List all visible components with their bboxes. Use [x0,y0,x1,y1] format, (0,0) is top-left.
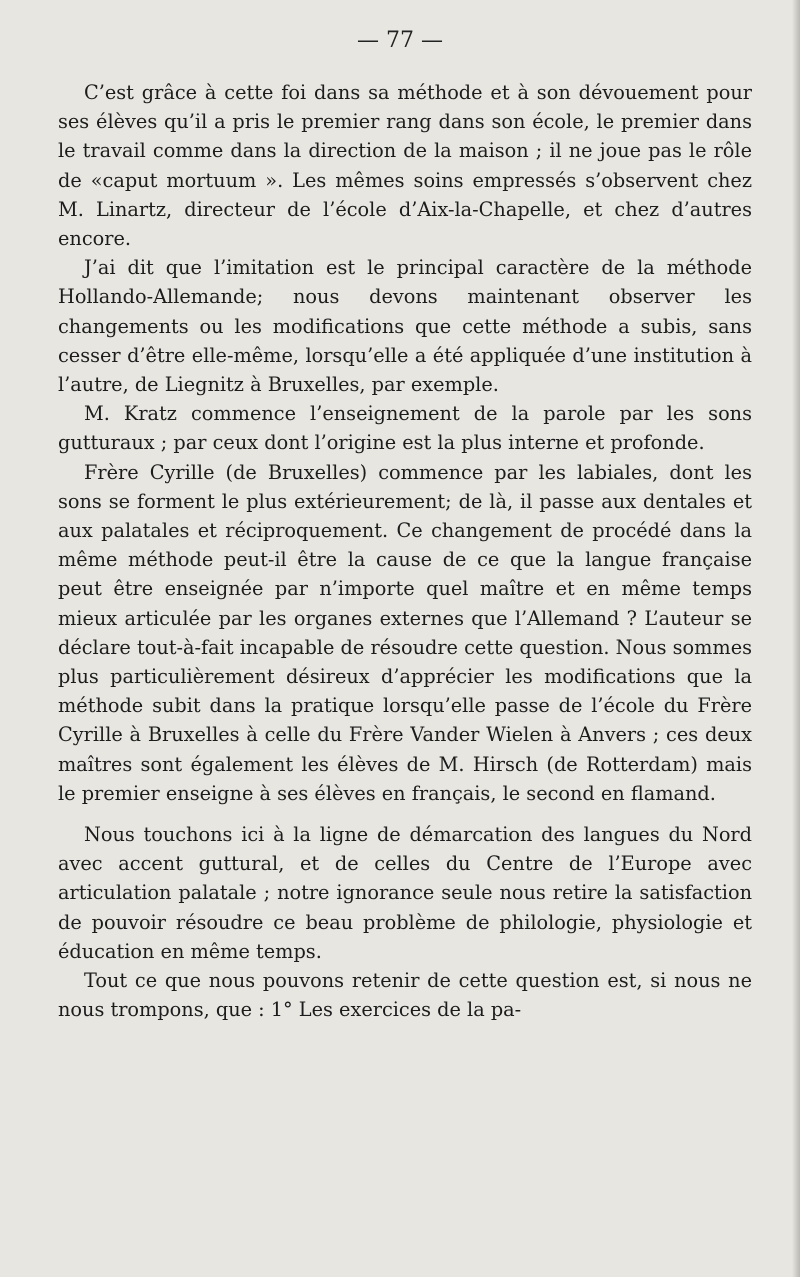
paragraph-5: Nous touchons ici à la ligne de démarcation des langues du Nord avec accent guttural, et de celles du Centre de l’Europe avec articulation palatale ; notre ignorance seule nous retire la satisfaction de pouvoir résoudre ce beau problème de philologie, physiologie et éducation en même temps. [58,823,752,963]
paragraph-1: C’est grâce à cette foi dans sa méthode et à son dévouement pour ses élèves qu’il a pris le premier rang dans son école, le premier dans le travail comme dans la direction de la maison ; il ne joue pas le rôle de «caput mortuum ». Les mêmes soins empressés s’observent chez M. Linartz, directeur de l’école d’Aix-la-Chapelle, et chez d’autres encore. [58,81,752,251]
paragraph-3: M. Kratz commence l’enseignement de la parole par les sons gutturaux ; par ceux dont l’origine est la plus interne et profonde. [58,402,752,455]
page-edge-shadow [792,0,800,1277]
paragraph-2: J’ai dit que l’imitation est le principal caractère de la méthode Hollando-Allemande; nous devons maintenant observer les changements ou les modifications que cette méthode a subis, sans cesser d’être elle-même, lorsqu’elle a été appliquée d’une institution à l’autre, de Liegnitz à Bruxelles, par exemple. [58,256,752,397]
paragraph-6: Tout ce que nous pouvons retenir de cette question est, si nous ne nous trompons, que : 1° Les exercices de la pa- [58,969,752,1022]
page-number: — 77 — [357,28,443,53]
paragraph-4: Frère Cyrille (de Bruxelles) commence par les labiales, dont les sons se forment le plus extérieurement; de là, il passe aux dentales et aux palatales et réciproquement. Ce changement de procédé dans la même méthode peut-il être la cause de ce que la langue française peut être enseignée par n’importe quel maître et en même temps mieux articulée par les organes externes que l’Allemand ? L’auteur se déclare tout-à-fait incapable de résoudre cette question. Nous sommes plus particulièrement désireux d’apprécier les modifications que la méthode subit dans la pratique lorsqu’elle passe de l’école du Frère Cyrille à Bruxelles à celle du Frère Vander Wielen à Anvers ; ces deux maîtres sont également les élèves de M. Hirsch (de Rotterdam) mais le premier enseigne à ses élèves en français, le second en flamand. [58,460,752,805]
body-text [58,78,752,1025]
